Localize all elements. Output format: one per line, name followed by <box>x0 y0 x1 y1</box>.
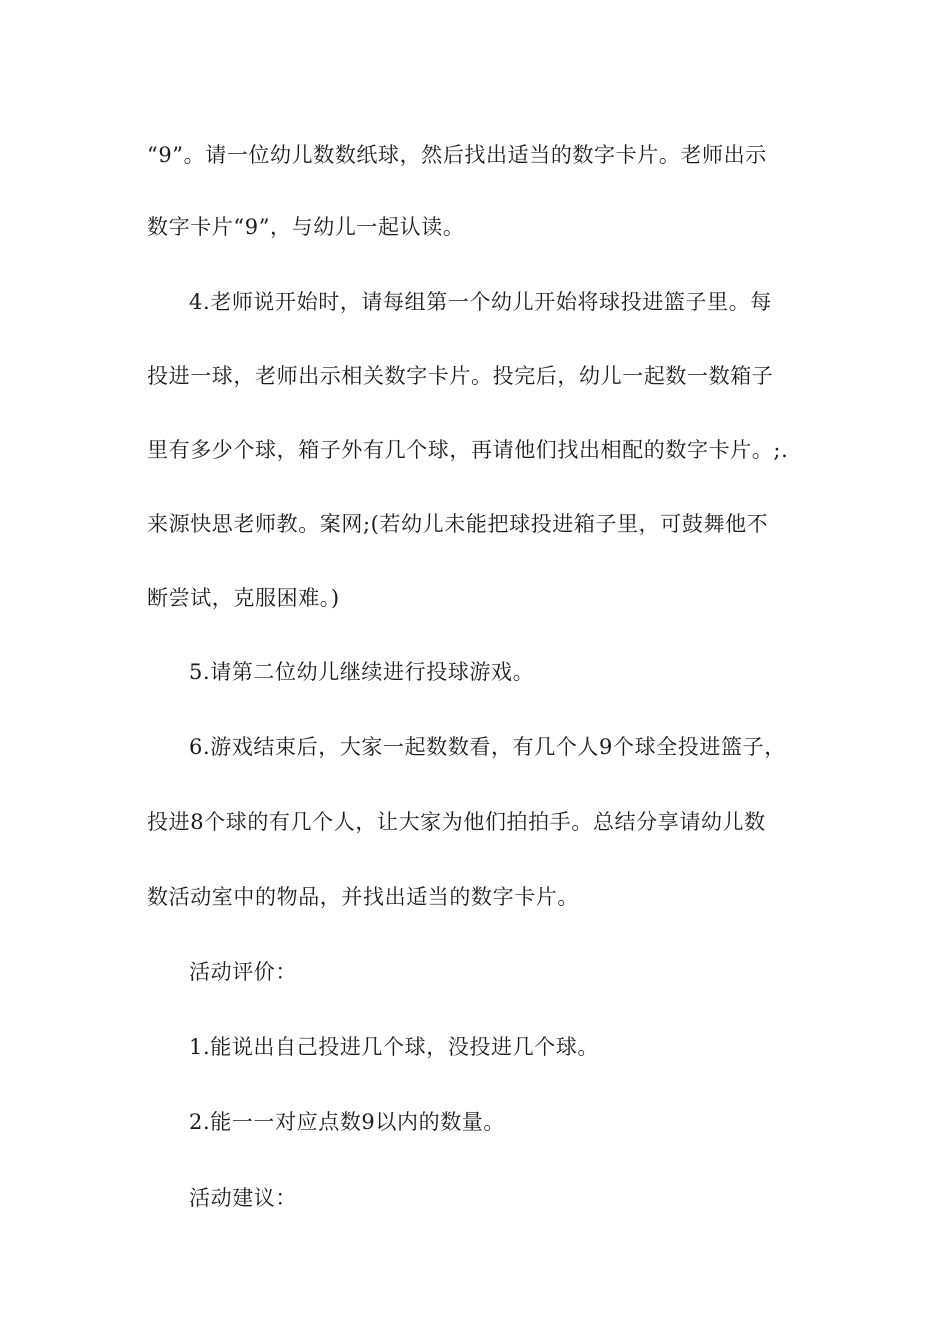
evaluation-item-1: 1.能说出自己投进几个球，没投进几个球。 <box>189 1035 600 1059</box>
paragraph-step-6-line-3: 数活动室中的物品，并找出适当的数字卡片。 <box>147 885 579 909</box>
paragraph-step-4-line-3: 里有多少个球，箱子外有几个球，再请他们找出相配的数字卡片。;. <box>147 438 789 462</box>
paragraph-step-5: 5.请第二位幼儿继续进行投球游戏。 <box>189 660 535 684</box>
text-line-1: “9”。请一位幼儿数数纸球，然后找出适当的数字卡片。老师出示 <box>147 143 767 167</box>
paragraph-step-4-line-4: 来源快思老师教。案网;(若幼儿未能把球投进箱子里，可鼓舞他不 <box>147 512 769 536</box>
paragraph-step-4-line-5: 断尝试，克服困难。) <box>147 586 340 610</box>
section-heading-evaluation: 活动评价： <box>189 960 297 984</box>
text-line-2: 数字卡片“9”，与幼儿一起认读。 <box>147 215 465 239</box>
evaluation-item-2: 2.能一一对应点数9以内的数量。 <box>189 1110 505 1134</box>
paragraph-step-6-line-1: 6.游戏结束后，大家一起数数看，有几个人9个球全投进篮子， <box>189 735 786 759</box>
paragraph-step-4-line-2: 投进一球，老师出示相关数字卡片。投完后，幼儿一起数一数箱子 <box>147 364 774 388</box>
paragraph-step-4-line-1: 4.老师说开始时，请每组第一个幼儿开始将球投进篮子里。每 <box>189 290 772 314</box>
paragraph-step-6-line-2: 投进8个球的有几个人，让大家为他们拍拍手。总结分享请幼儿数 <box>147 810 766 834</box>
section-heading-suggestions: 活动建议： <box>189 1186 297 1210</box>
